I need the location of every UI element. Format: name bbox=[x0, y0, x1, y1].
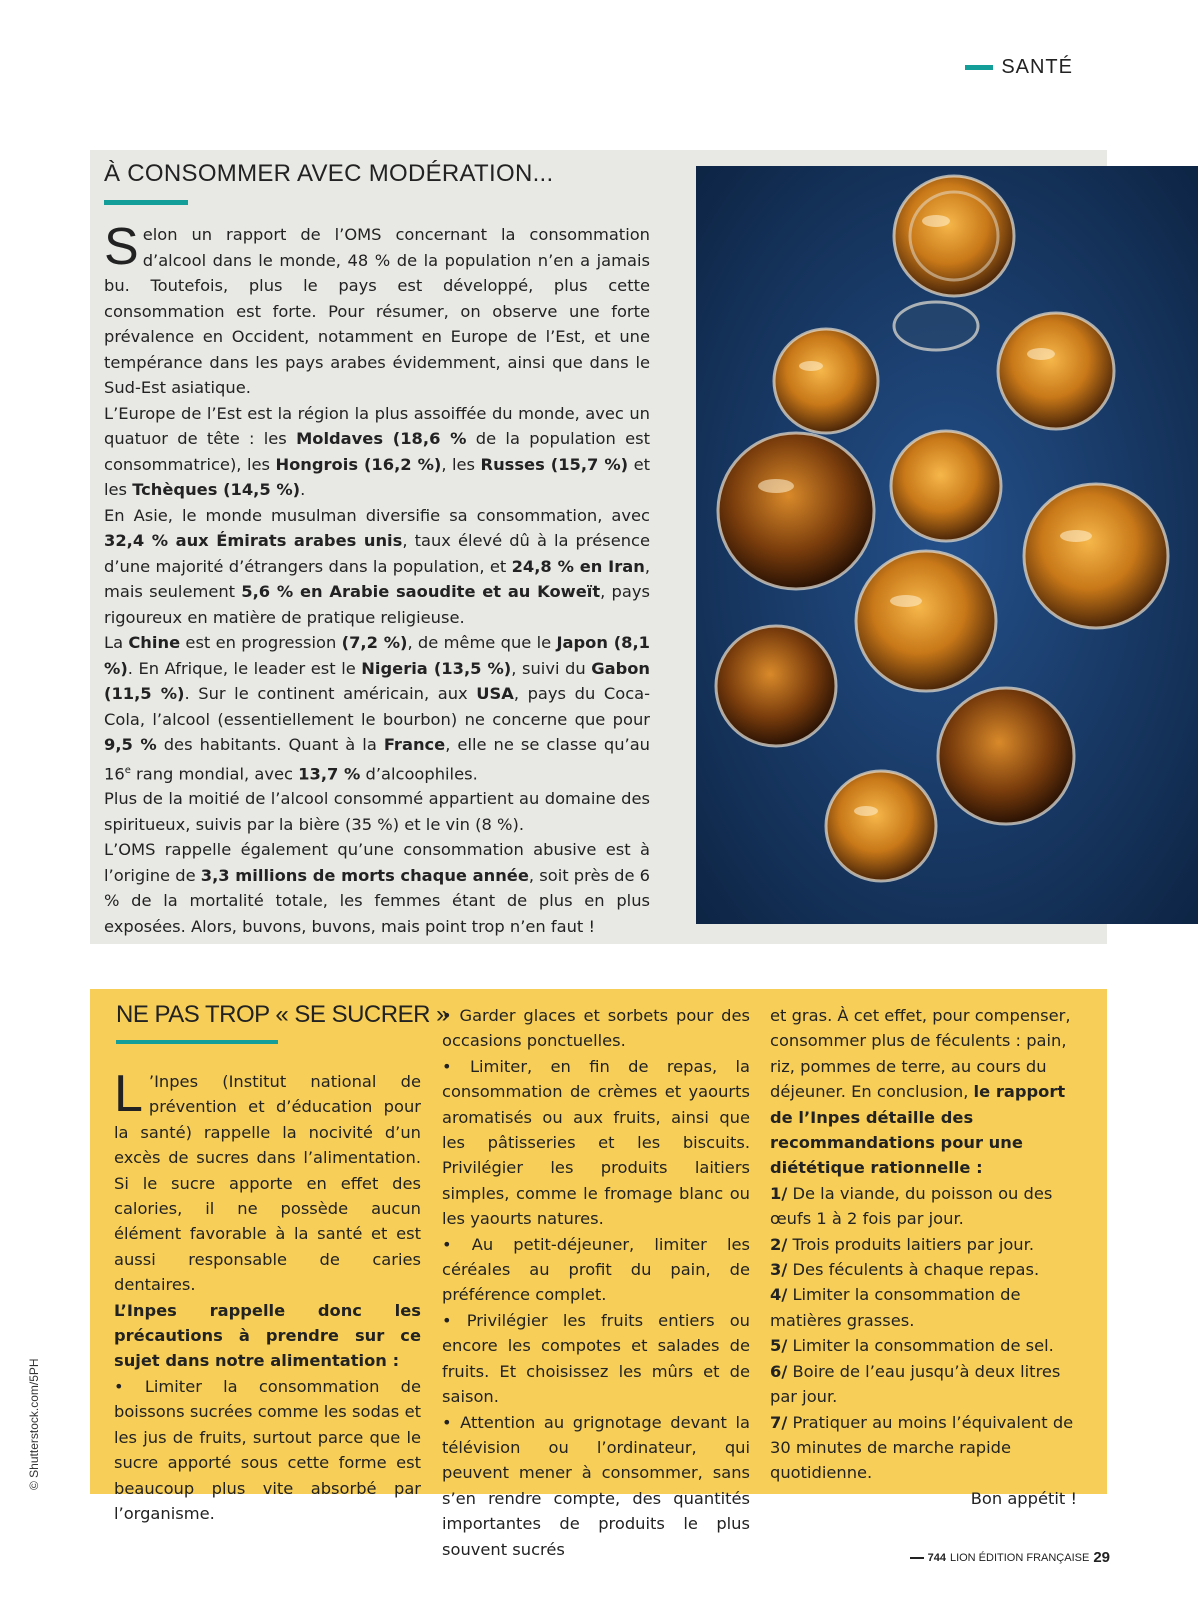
paragraph: et gras. À cet effet, pour compenser, consommer plus de féculents : pain, riz, pommes de terre, au cours du déjeuner. En conclusion, le rapport de l’Inpes détaille des recommandations pour une diététique rationnelle : bbox=[770, 1006, 1071, 1178]
section-accent-bar bbox=[965, 65, 993, 70]
paragraph: L ’Inpes (Institut national de prévention et d’éducation pour la santé) rappelle la nocivité d’un excès de sucres dans l’alimentation. Si le sucre apporte en effet des calories, il ne possède aucun élément favorable à la santé et est aussi responsable de caries dentaires. bbox=[114, 1065, 421, 1295]
whisky-glasses-photo bbox=[696, 166, 1198, 924]
section-tag bbox=[965, 56, 1073, 79]
bullet-item: • Limiter la consommation de boissons sucrées comme les sodas et les jus de fruits, surtout parce que le sucre apporté sous cette forme est beaucoup plus vite absorbé par l’organisme. bbox=[114, 1376, 421, 1523]
paragraph: En Asie, le monde musulman diversifie sa consommation, avec 32,4 % aux Émirats arabes unis, taux élevé dû à la présence d’une majorité d’étrangers dans la population, et 24,8 % en Iran, mais seulement 5,6 % en Arabie saoudite et au Koweït, pays rigoureux en matière de pratique religieuse. bbox=[104, 505, 651, 627]
page-footer bbox=[910, 1549, 1110, 1566]
photo-credit: © Shutterstock.com/5PH bbox=[27, 1358, 41, 1490]
bullet-item: • Garder glaces et sorbets pour des occasions ponctuelles. bbox=[442, 1006, 750, 1051]
dropcap: L bbox=[114, 1065, 143, 1123]
recommendation-item: 4/ Limiter la consommation de matières grasses. bbox=[770, 1285, 1021, 1330]
magazine-name: LION ÉDITION FRANÇAISE bbox=[949, 1551, 1090, 1564]
bullet-item: • Attention au grignotage devant la télévision ou l’ordinateur, qui peuvent mener à consommer, sans s’en rendre compte, des quantités importantes de produits le plus souvent sucrés bbox=[442, 1412, 750, 1559]
page-number: 29 bbox=[1093, 1549, 1110, 1566]
paragraph: Plus de la moitié de l’alcool consommé appartient au domaine des spiritueux, suivis par la bière (35 %) et le vin (8 %). bbox=[104, 789, 650, 834]
issue-number: 744 bbox=[927, 1551, 946, 1564]
paragraph: L’OMS rappelle également qu’une consommation abusive est à l’origine de 3,3 millions de morts chaque année, soit près de 6 % de la mortalité totale, les femmes étant de plus en plus exposées. Alors, buvons, buvons, mais point trop n’en faut ! bbox=[104, 840, 651, 936]
paragraph: La Chine est en progression (7,2 %), de même que le Japon (8,1 %). En Afrique, le leader est le Nigeria (13,5 %), suivi du Gabon (11,5 %). Sur le continent américain, aux USA, pays du Coca-Cola, l’alcool (essentiellement le bourbon) ne concerne que pour 9,5 % des habitants. Quant à la France, elle ne se classe qu’au 16e rang mondial, avec 13,7 % d’alcoophiles. bbox=[104, 633, 651, 783]
footer-dash bbox=[910, 1557, 924, 1559]
moderation-title: À CONSOMMER AVEC MODÉRATION... bbox=[104, 160, 554, 187]
moderation-title-rule bbox=[104, 200, 188, 205]
dropcap: S bbox=[104, 218, 139, 276]
bullet-item: • Privilégier les fruits entiers ou encore les compotes et salades de fruits. Et choisissez les mûrs et de saison. bbox=[442, 1310, 750, 1407]
recommendation-item: 6/ Boire de l’eau jusqu’à deux litres par jour. bbox=[770, 1361, 1061, 1407]
recommendation-item: 7/ Pratiquer au moins l’équivalent de 30 minutes de marche rapide quotidienne. bbox=[770, 1412, 1074, 1483]
section-label: SANTÉ bbox=[1001, 56, 1073, 78]
bullet-item: • Limiter, en fin de repas, la consommation de crèmes et yaourts aromatisés ou aux fruits, ainsi que les pâtisseries et les biscuits. Privilégier les produits laitiers simples, comme le fromage blanc ou les yaourts natures. bbox=[442, 1056, 750, 1229]
photo-illustration bbox=[696, 166, 1198, 924]
moderation-article bbox=[104, 218, 651, 939]
sugar-title-rule bbox=[116, 1040, 278, 1044]
paragraph: L’Europe de l’Est est la région la plus assoiffée du monde, avec un quatuor de tête : les Moldaves (18,6 % de la population est consommatrice), les Hongrois (16,2 %), les Russes (15,7 %) et les Tchèques (14,5 %). bbox=[104, 403, 650, 499]
recommendation-item: 2/ Trois produits laitiers par jour. bbox=[770, 1234, 1034, 1254]
sugar-column-2 bbox=[442, 1003, 750, 1562]
closing-text: Bon appétit ! bbox=[970, 1488, 1077, 1508]
recommendation-item: 1/ De la viande, du poisson ou des œufs 1 à 2 fois par jour. bbox=[770, 1183, 1053, 1229]
sugar-title: NE PAS TROP « SE SUCRER » bbox=[116, 1001, 449, 1028]
recommendation-item: 3/ Des féculents à chaque repas. bbox=[770, 1260, 1040, 1280]
bold-intro: L’Inpes rappelle donc les précautions à prendre sur ce sujet dans notre alimentation : bbox=[114, 1300, 421, 1371]
recommendation-item: 5/ Limiter la consommation de sel. bbox=[770, 1336, 1054, 1356]
paragraph: Selon un rapport de l’OMS concernant la consommation d’alcool dans le monde, 48 % de la population n’en a jamais bu. Toutefois, plus le pays est développé, plus cette consommation est forte. Pour résumer, on observe une forte prévalence en Occident, notamment en Europe de l’Est, et une tempérance dans les pays arabes évidemment, ainsi que dans le Sud-Est asiatique. bbox=[104, 218, 650, 397]
sugar-column-3 bbox=[770, 1003, 1077, 1511]
bullet-item: • Au petit-déjeuner, limiter les céréales au profit du pain, de préférence complet. bbox=[442, 1234, 750, 1305]
sugar-column-1 bbox=[114, 1065, 421, 1526]
